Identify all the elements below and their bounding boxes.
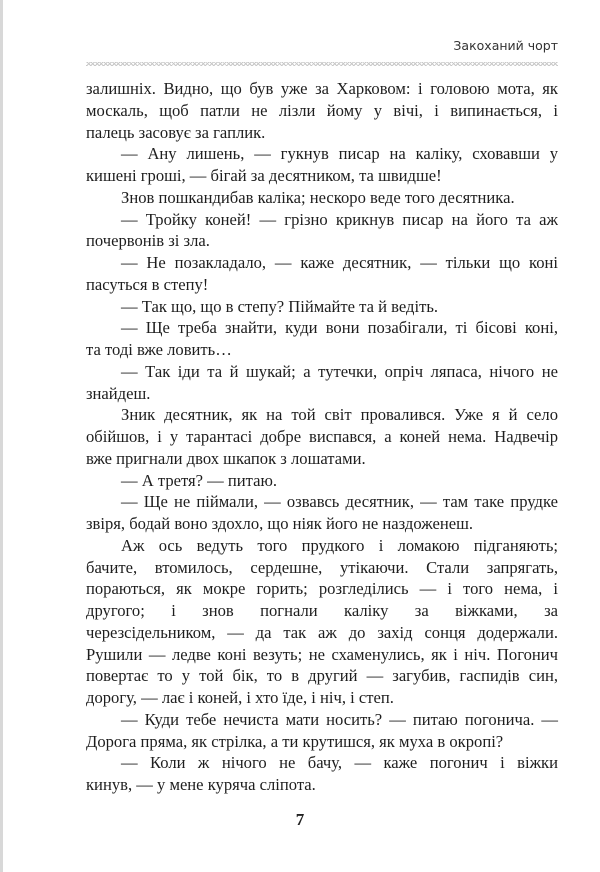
text-line: бачите, втомилось, сердешне, утікаючи. Стали запрягать, [86, 557, 558, 577]
text-line: — А третя? — питаю. [121, 470, 278, 490]
text-line: Знов пошкандибав каліка; нескоро веде того десятника. [121, 187, 515, 207]
text-line: москаль, щоб патли не лізли йому у вічі, і випинається, і [86, 100, 558, 120]
text-line: черезсідельником, — да так аж до захід сонця додержали. [86, 622, 558, 642]
text-line: Дорога пряма, як стрілка, а ти крутишся, як муха в окропі? [86, 731, 504, 751]
page-edge [0, 0, 3, 872]
text-line: звіря, бодай воно здохло, що ніяк його не наздоженеш. [86, 514, 473, 533]
text-line: — Ще треба знайти, куди вони позабігали, ті бісові коні, [121, 318, 558, 338]
text-line: другого; і знов погнали каліку за віжками, за [86, 601, 558, 620]
text-line: — Так іди та й шукай; а тутечки, опріч ляпаса, нічого не [121, 361, 558, 381]
text-line: — Ану лишень, — гукнув писар на каліку, сховавши у [121, 144, 558, 164]
text-line: — Куди тебе нечиста мати носить? — питаю погонича. — [121, 709, 558, 729]
text-line: почервонів зі зла. [86, 231, 210, 251]
text-line: палець засовує за гаплик. [86, 122, 266, 142]
text-line: обійшов, і у тарантасі добре виспався, а коней нема. Надвечір [86, 427, 558, 446]
text-line: Аж ось ведуть того прудкого і ломакою підганяють; [121, 535, 558, 555]
running-head: Закоханий чорт [453, 38, 558, 53]
text-line: пасуться в степу! [86, 274, 209, 294]
text-line: залишніх. Видно, що був уже за Харковом: і головою мота, як [86, 79, 558, 98]
text-line: Рушили — ледве коні везуть; не схаменулись, як і ніч. Погонич [86, 644, 558, 664]
text-line: знайдеш. [86, 383, 151, 403]
text-line: кинув, — у мене куряча сліпота. [86, 775, 316, 794]
text-line: — Коли ж нічого не бачу, — каже погонич і віжки [121, 753, 558, 773]
text-line: Зник десятник, як на той світ провалився. Уже я й село [121, 405, 558, 425]
body-text [86, 78, 558, 796]
page-number: 7 [295, 810, 305, 829]
text-line: та тоді вже ловить… [86, 340, 232, 359]
text-line: вже пригнали двох шкапок з лошатами. [86, 448, 366, 468]
text-line: кишені гроші, — бігай за десятником, та швидше! [86, 166, 442, 185]
text-line: дорогу, — лає і коней, і хто їде, і ніч, і степ. [86, 688, 394, 707]
text-line: повертає то у той бік, то в другий — загубив, гаспидів син, [86, 666, 558, 686]
text-line: — Не позакладало, — каже десятник, — тільки що коні [121, 253, 558, 272]
text-line: пораються, як мокре горить; розгледілись — і того нема, і [86, 579, 558, 599]
text-line: — Так що, що в степу? Піймайте та й ведіть. [121, 296, 439, 316]
header-divider [86, 62, 558, 66]
text-line: — Тройку коней! — грізно крикнув писар на його та аж [121, 209, 558, 229]
text-line: — Ще не піймали, — озвавсь десятник, — там таке прудке [121, 492, 558, 512]
